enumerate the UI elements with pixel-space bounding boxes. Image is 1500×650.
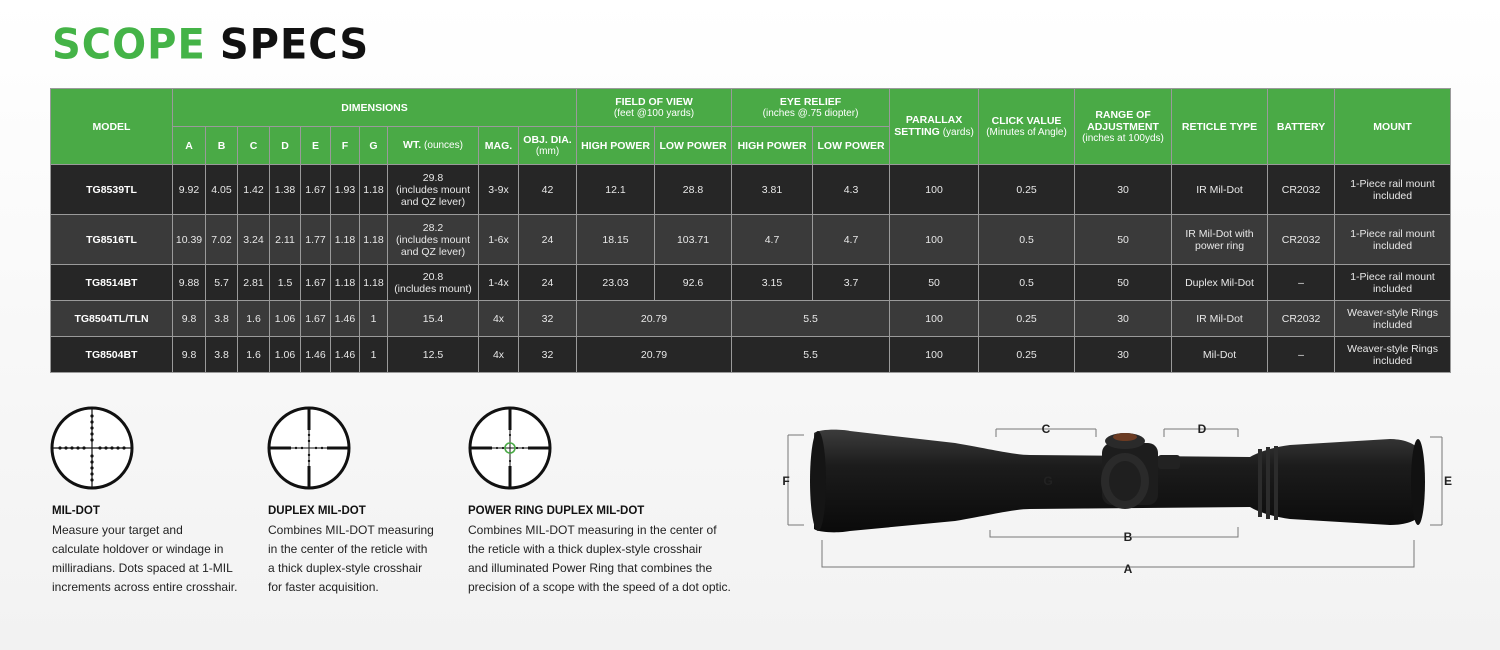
cell-a: 9.8: [173, 337, 206, 373]
cell-d: 1.38: [270, 165, 301, 215]
cell-reticle: IR Mil-Dot: [1172, 165, 1268, 215]
cell-reticle-line2: power ring: [1195, 239, 1245, 252]
cell-f: 1.46: [331, 301, 360, 337]
duplex-mil-dot-reticle-icon: [267, 406, 351, 490]
cell-er-high: 3.15: [732, 265, 813, 301]
cell-c: 1.42: [238, 165, 270, 215]
diagram-label-g: G: [1043, 474, 1053, 488]
header-range-label: RANGE OF ADJUSTMENT: [1087, 108, 1159, 133]
cell-mount-line1: 1-Piece rail mount: [1350, 177, 1435, 190]
reticle-line: for faster acquisition.: [268, 580, 379, 594]
header-click-sub: (Minutes of Angle): [986, 126, 1067, 138]
cell-model: TG8514BT: [51, 265, 173, 301]
reticle-text: [52, 521, 252, 597]
cell-model: TG8516TL: [51, 215, 173, 265]
cell-wt-note1: (includes mount: [395, 183, 471, 196]
cell-battery: CR2032: [1268, 215, 1335, 265]
header-e: E: [301, 127, 331, 165]
header-er-low: LOW POWER: [813, 127, 890, 165]
cell-wt-value: 29.8: [422, 171, 444, 184]
header-parallax-label2: SETTING: [894, 126, 940, 138]
cell-b: 3.8: [206, 301, 238, 337]
header-obj: [519, 127, 577, 165]
header-fov-sub: (feet @100 yards): [613, 107, 695, 119]
cell-click: 0.25: [979, 165, 1075, 215]
header-mount: MOUNT: [1335, 89, 1451, 165]
cell-er-high: 4.7: [732, 215, 813, 265]
cell-er-high: 3.81: [732, 165, 813, 215]
cell-obj: 32: [519, 337, 577, 373]
cell-obj: 24: [519, 215, 577, 265]
cell-reticle-line1: IR Mil-Dot with: [1185, 227, 1254, 240]
header-dimensions: DIMENSIONS: [173, 89, 577, 127]
header-parallax-sub: (yards): [942, 127, 974, 138]
cell-b: 5.7: [206, 265, 238, 301]
cell-mag: 4x: [479, 337, 519, 373]
title-specs: SPECS: [219, 20, 370, 70]
cell-c: 2.81: [238, 265, 270, 301]
cell-fov: 20.79: [577, 337, 732, 373]
cell-fov: 20.79: [577, 301, 732, 337]
header-fov-high: HIGH POWER: [577, 127, 655, 165]
cell-wt-note1: (includes mount): [394, 282, 472, 295]
header-eye-relief-sub: (inches @.75 diopter): [762, 107, 859, 119]
cell-a: 9.88: [173, 265, 206, 301]
cell-parallax: 50: [890, 265, 979, 301]
cell-g: 1.18: [360, 165, 388, 215]
header-obj-label: OBJ. DIA.: [523, 133, 572, 146]
cell-reticle: Mil-Dot: [1172, 337, 1268, 373]
cell-f: 1.18: [331, 215, 360, 265]
reticle-line: milliradians. Dots spaced at 1-MIL: [52, 561, 233, 575]
cell-b: 3.8: [206, 337, 238, 373]
cell-reticle: [1172, 215, 1268, 265]
cell-f: 1.46: [331, 337, 360, 373]
cell-model: TG8504TL/TLN: [51, 301, 173, 337]
cell-e: 1.46: [301, 337, 331, 373]
cell-battery: –: [1268, 265, 1335, 301]
header-range-sub: (inches at 100yds): [1082, 132, 1164, 144]
table-row: [51, 337, 1451, 373]
specs-table: [50, 88, 1451, 373]
table-row: [51, 265, 1451, 301]
header-eye-relief-label: EYE RELIEF: [779, 95, 842, 108]
header-wt-label: WT.: [403, 139, 422, 151]
cell-parallax: 100: [890, 215, 979, 265]
page-title: [52, 21, 369, 69]
cell-f: 1.18: [331, 265, 360, 301]
cell-range: 50: [1075, 215, 1172, 265]
header-range: [1075, 89, 1172, 165]
reticle-line: precision of a scope with the speed of a dot optic.: [468, 580, 731, 594]
header-reticle: RETICLE TYPE: [1172, 89, 1268, 165]
cell-wt: 12.5: [388, 337, 479, 373]
cell-e: 1.77: [301, 215, 331, 265]
cell-range: 30: [1075, 337, 1172, 373]
cell-wt-value: 20.8: [422, 270, 444, 283]
cell-wt: [388, 215, 479, 265]
cell-a: 10.39: [173, 215, 206, 265]
cell-fov-low: 92.6: [655, 265, 732, 301]
cell-mount: [1335, 265, 1451, 301]
header-wt-sub: (ounces): [424, 140, 463, 151]
cell-c: 1.6: [238, 337, 270, 373]
cell-er-low: 3.7: [813, 265, 890, 301]
reticle-title: POWER RING DUPLEX MIL-DOT: [468, 505, 645, 517]
reticle-text: [268, 521, 458, 597]
reticle-line: the reticle with a thick duplex-style crosshair: [468, 542, 703, 556]
cell-er-low: 4.7: [813, 215, 890, 265]
cell-mount-line1: 1-Piece rail mount: [1350, 227, 1435, 240]
power-ring-reticle-icon: [468, 406, 552, 490]
reticle-title: DUPLEX MIL-DOT: [268, 505, 366, 517]
cell-model: TG8504BT: [51, 337, 173, 373]
diagram-label-a: A: [1123, 562, 1133, 576]
cell-d: 2.11: [270, 215, 301, 265]
cell-mount-line1: Weaver-style Rings: [1347, 342, 1438, 355]
cell-mount-line2: included: [1372, 189, 1413, 202]
cell-fov-low: 103.71: [655, 215, 732, 265]
header-click-label: CLICK VALUE: [991, 114, 1062, 127]
cell-battery: CR2032: [1268, 165, 1335, 215]
cell-e: 1.67: [301, 301, 331, 337]
cell-obj: 32: [519, 301, 577, 337]
reticle-line: Combines MIL-DOT measuring: [268, 523, 434, 537]
cell-er: 5.5: [732, 337, 890, 373]
header-battery: BATTERY: [1268, 89, 1335, 165]
diagram-label-e: E: [1443, 474, 1453, 488]
cell-d: 1.06: [270, 337, 301, 373]
cell-click: 0.5: [979, 265, 1075, 301]
cell-e: 1.67: [301, 165, 331, 215]
cell-wt-note1: (includes mount: [395, 233, 471, 246]
cell-mount-line2: included: [1372, 282, 1413, 295]
header-mag: MAG.: [479, 127, 519, 165]
cell-g: 1.18: [360, 265, 388, 301]
header-f: F: [331, 127, 360, 165]
header-g: G: [360, 127, 388, 165]
cell-mag: 1-6x: [479, 215, 519, 265]
reticle-desc-mil-dot: [52, 505, 252, 597]
cell-mount: [1335, 215, 1451, 265]
cell-wt-note2: and QZ lever): [400, 245, 466, 258]
reticle-text: [468, 521, 748, 597]
cell-mount-line1: Weaver-style Rings: [1347, 306, 1438, 319]
reticle-line: in the center of the reticle with: [268, 542, 428, 556]
cell-b: 7.02: [206, 215, 238, 265]
reticle-desc-power-ring: [468, 505, 748, 597]
header-d: D: [270, 127, 301, 165]
header-wt: [388, 127, 479, 165]
reticle-desc-duplex: [268, 505, 458, 597]
cell-g: 1.18: [360, 215, 388, 265]
cell-a: 9.92: [173, 165, 206, 215]
cell-mount: [1335, 165, 1451, 215]
cell-fov-low: 28.8: [655, 165, 732, 215]
cell-range: 50: [1075, 265, 1172, 301]
table-row: [51, 165, 1451, 215]
cell-obj: 24: [519, 265, 577, 301]
cell-obj: 42: [519, 165, 577, 215]
cell-mag: 1-4x: [479, 265, 519, 301]
header-er-high: HIGH POWER: [732, 127, 813, 165]
diagram-label-f: F: [782, 474, 790, 488]
cell-mag: 3-9x: [479, 165, 519, 215]
header-fov-label: FIELD OF VIEW: [615, 95, 693, 108]
cell-click: 0.25: [979, 337, 1075, 373]
reticle-line: calculate holdover or windage in: [52, 542, 224, 556]
cell-range: 30: [1075, 301, 1172, 337]
cell-d: 1.5: [270, 265, 301, 301]
header-fov: [577, 89, 732, 127]
cell-c: 1.6: [238, 301, 270, 337]
cell-fov-high: 12.1: [577, 165, 655, 215]
reticle-line: a thick duplex-style crosshair: [268, 561, 423, 575]
cell-wt-value: 28.2: [422, 221, 444, 234]
reticle-line: Measure your target and: [52, 523, 183, 537]
header-a: A: [173, 127, 206, 165]
diagram-label-c: C: [1041, 422, 1051, 436]
cell-a: 9.8: [173, 301, 206, 337]
cell-parallax: 100: [890, 165, 979, 215]
cell-reticle: IR Mil-Dot: [1172, 301, 1268, 337]
cell-b: 4.05: [206, 165, 238, 215]
diagram-label-b: B: [1123, 530, 1133, 544]
cell-click: 0.5: [979, 215, 1075, 265]
header-eye-relief: [732, 89, 890, 127]
header-parallax: [890, 89, 979, 165]
cell-wt: 15.4: [388, 301, 479, 337]
cell-mount-line2: included: [1372, 239, 1413, 252]
cell-mount-line2: included: [1372, 354, 1413, 367]
cell-wt: [388, 165, 479, 215]
cell-mount-line2: included: [1372, 318, 1413, 331]
cell-model: TG8539TL: [51, 165, 173, 215]
cell-mount: [1335, 337, 1451, 373]
cell-g: 1: [360, 301, 388, 337]
reticle-line: increments across entire crosshair.: [52, 580, 238, 594]
cell-parallax: 100: [890, 337, 979, 373]
reticle-title: MIL-DOT: [52, 505, 100, 517]
cell-e: 1.67: [301, 265, 331, 301]
cell-fov-high: 23.03: [577, 265, 655, 301]
table-row: [51, 301, 1451, 337]
cell-reticle: Duplex Mil-Dot: [1172, 265, 1268, 301]
diagram-label-d: D: [1197, 422, 1207, 436]
cell-mount-line1: 1-Piece rail mount: [1350, 270, 1435, 283]
reticle-line: Combines MIL-DOT measuring in the center of: [468, 523, 717, 537]
cell-er-low: 4.3: [813, 165, 890, 215]
cell-wt-note2: and QZ lever): [400, 195, 466, 208]
reticle-line: and illuminated Power Ring that combines the: [468, 561, 713, 575]
cell-click: 0.25: [979, 301, 1075, 337]
cell-fov-high: 18.15: [577, 215, 655, 265]
cell-er: 5.5: [732, 301, 890, 337]
header-model: MODEL: [51, 89, 173, 165]
mil-dot-reticle-icon: [50, 406, 134, 490]
header-fov-low: LOW POWER: [655, 127, 732, 165]
table-row: [51, 215, 1451, 265]
cell-parallax: 100: [890, 301, 979, 337]
scope-diagram: [780, 415, 1460, 585]
cell-range: 30: [1075, 165, 1172, 215]
cell-c: 3.24: [238, 215, 270, 265]
cell-g: 1: [360, 337, 388, 373]
cell-mag: 4x: [479, 301, 519, 337]
header-parallax-label: PARALLAX: [905, 114, 963, 126]
cell-mount: [1335, 301, 1451, 337]
cell-wt: [388, 265, 479, 301]
header-obj-sub: (mm): [535, 145, 560, 157]
cell-d: 1.06: [270, 301, 301, 337]
header-click: [979, 89, 1075, 165]
cell-battery: –: [1268, 337, 1335, 373]
cell-battery: CR2032: [1268, 301, 1335, 337]
title-scope: SCOPE: [52, 20, 206, 70]
cell-f: 1.93: [331, 165, 360, 215]
header-b: B: [206, 127, 238, 165]
header-c: C: [238, 127, 270, 165]
